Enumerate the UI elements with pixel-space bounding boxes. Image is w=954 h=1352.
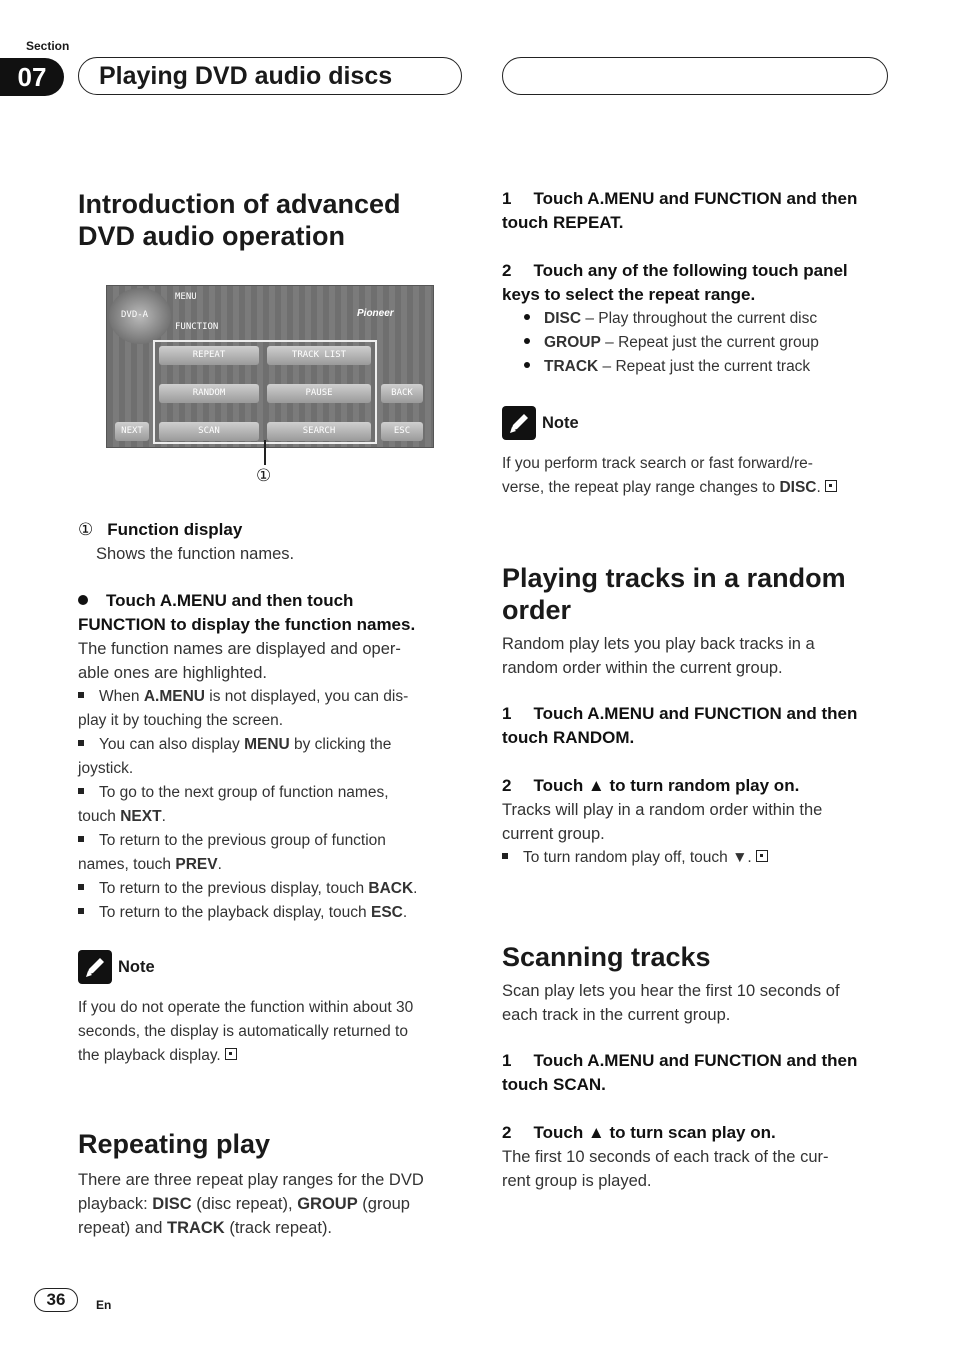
search-button[interactable]: SEARCH — [267, 422, 371, 441]
end-mark-icon — [825, 480, 837, 492]
scan-step2-t2: rent group is played. — [502, 1172, 652, 1190]
square-bullet-icon — [78, 836, 84, 842]
note-pencil-icon — [502, 406, 536, 440]
next-button[interactable]: NEXT — [115, 422, 149, 441]
section-label: Section — [26, 39, 70, 53]
repeat-p2-a: playback: — [78, 1195, 153, 1213]
function-screenshot — [106, 285, 434, 448]
pause-button[interactable]: PAUSE — [267, 384, 371, 403]
section-title — [78, 57, 462, 95]
callout-desc: Shows the function names. — [96, 545, 295, 563]
option-disc-key: DISC — [544, 310, 582, 327]
repeat-steps — [502, 187, 892, 379]
section-title-text: Playing DVD audio discs — [99, 61, 393, 90]
tip2-b: MENU — [244, 736, 290, 753]
random-step1-a: Touch A.MENU and FUNCTION and then — [533, 704, 858, 723]
scan-p1: Scan play lets you hear the first 10 seconds of — [502, 982, 840, 1000]
tip3-b: touch — [78, 808, 121, 825]
tip3-c: NEXT — [120, 808, 162, 825]
random-title-1: Playing tracks in a random — [502, 563, 846, 593]
scan-step1-num: 1 — [502, 1051, 512, 1070]
intro-heading — [78, 188, 468, 252]
note-pencil-icon — [78, 950, 112, 984]
repeat-p1: There are three repeat play ranges for the DVD — [78, 1171, 424, 1189]
tip4-a: To return to the previous group of function — [99, 832, 386, 849]
scan-section — [502, 941, 892, 1193]
track-list-button[interactable]: TRACK LIST — [267, 346, 371, 365]
tip5-a: To return to the previous display, touch — [99, 880, 369, 897]
square-bullet-icon — [78, 788, 84, 794]
random-step2-t1: Tracks will play in a random order within the — [502, 801, 823, 819]
random-step1-num: 1 — [502, 704, 512, 723]
bullet-dot-icon — [524, 338, 530, 344]
tip3-d: . — [161, 808, 166, 825]
repeat-note-2a: verse, the repeat play range changes to — [502, 479, 780, 496]
intro-step-bold-2: FUNCTION to display the function names. — [78, 615, 416, 634]
square-bullet-icon — [502, 853, 508, 859]
step2-num: 2 — [502, 261, 512, 280]
callout-line — [264, 440, 266, 465]
repeat-note-1: If you perform track search or fast forward/re- — [502, 455, 813, 472]
menu-label: MENU — [175, 292, 197, 302]
intro-step — [78, 589, 468, 925]
esc-button[interactable]: ESC — [381, 422, 423, 441]
repeat-button[interactable]: REPEAT — [159, 346, 259, 365]
tip5-c: . — [413, 880, 418, 897]
repeat-p2-c: (disc repeat), — [191, 1195, 298, 1213]
scan-step2-a: Touch ▲ to turn scan play on. — [533, 1123, 776, 1142]
callout-title: Function display — [107, 520, 243, 539]
header-blank-pill — [502, 57, 888, 95]
language-label: En — [96, 1298, 112, 1312]
random-section — [502, 562, 892, 870]
note-line-3: the playback display. — [78, 1047, 221, 1064]
tip5-b: BACK — [368, 880, 414, 897]
tip6-b: ESC — [370, 904, 403, 921]
end-mark-icon — [756, 850, 768, 862]
tip4-b: names, touch — [78, 856, 176, 873]
intro-step-text-1: The function names are displayed and oper- — [78, 640, 401, 658]
section-number: 07 — [0, 58, 64, 96]
intro-title-line1: Introduction of advanced — [78, 189, 401, 219]
bullet-dot-icon — [524, 362, 530, 368]
tip2-c: by clicking the — [289, 736, 392, 753]
scan-step1-a: Touch A.MENU and FUNCTION and then — [533, 1051, 858, 1070]
repeat-note — [502, 406, 892, 500]
callout-description — [78, 518, 468, 566]
step1-a: Touch A.MENU and FUNCTION and then — [533, 189, 858, 208]
tip1-c: is not displayed, you can dis- — [204, 688, 409, 705]
callout-num: ① — [78, 520, 94, 539]
tip1-d: play it by touching the screen. — [78, 712, 284, 729]
random-p2: random order within the current group. — [502, 659, 783, 677]
square-bullet-icon — [78, 884, 84, 890]
square-bullet-icon — [78, 692, 84, 698]
repeat-section — [78, 1128, 468, 1240]
scan-button[interactable]: SCAN — [159, 422, 259, 441]
option-track-desc: – Repeat just the current track — [598, 358, 811, 375]
tip4-d: . — [217, 856, 222, 873]
page-number: 36 — [34, 1288, 78, 1312]
option-group-desc: – Repeat just the current group — [600, 334, 819, 351]
random-p1: Random play lets you play back tracks in a — [502, 635, 815, 653]
option-track-key: TRACK — [544, 358, 599, 375]
scan-p2: each track in the current group. — [502, 1006, 731, 1024]
end-mark-icon — [225, 1048, 237, 1060]
random-step2-t2: current group. — [502, 825, 605, 843]
intro-note — [78, 950, 468, 1068]
logo-badge: DVD-A — [121, 310, 149, 320]
tip4-c: PREV — [175, 856, 218, 873]
random-tip: To turn random play off, touch ▼. — [523, 849, 752, 866]
option-group-key: GROUP — [544, 334, 601, 351]
function-label: FUNCTION — [175, 322, 219, 332]
tip3-a: To go to the next group of function names, — [99, 784, 389, 801]
brand-logo: Pioneer — [357, 308, 394, 319]
square-bullet-icon — [78, 908, 84, 914]
tip1-b: A.MENU — [143, 688, 205, 705]
bullet-dot-icon — [524, 314, 530, 320]
repeat-p3-a: repeat) and — [78, 1219, 167, 1237]
bullet-dot-icon — [78, 595, 88, 605]
random-step2-num: 2 — [502, 776, 512, 795]
note-label: Note — [118, 957, 155, 976]
scan-title: Scanning tracks — [502, 942, 711, 972]
tip2-a: You can also display — [99, 736, 245, 753]
random-step2-a: Touch ▲ to turn random play on. — [533, 776, 800, 795]
back-button[interactable]: BACK — [381, 384, 423, 403]
step2-b: keys to select the repeat range. — [502, 285, 756, 304]
repeat-note-2c: . — [816, 479, 821, 496]
random-button[interactable]: RANDOM — [159, 384, 259, 403]
repeat-p2-e: (group — [357, 1195, 410, 1213]
step1-num: 1 — [502, 189, 512, 208]
random-title-2: order — [502, 595, 572, 625]
tip2-d: joystick. — [78, 760, 134, 777]
tip1-a: When — [99, 688, 144, 705]
scan-step1-b: touch SCAN. — [502, 1075, 606, 1094]
option-disc-desc: – Play throughout the current disc — [581, 310, 818, 327]
square-bullet-icon — [78, 740, 84, 746]
scan-step2-num: 2 — [502, 1123, 512, 1142]
note-line-2: seconds, the display is automatically returned to — [78, 1023, 408, 1040]
repeat-note-2b: DISC — [779, 479, 817, 496]
tip6-c: . — [402, 904, 408, 921]
note-label: Note — [542, 413, 579, 432]
step2-a: Touch any of the following touch panel — [533, 261, 848, 280]
repeat-title: Repeating play — [78, 1129, 271, 1159]
repeat-p2-d: GROUP — [297, 1195, 358, 1213]
repeat-p3-c: (track repeat). — [224, 1219, 333, 1237]
tip6-a: To return to the playback display, touch — [99, 904, 371, 921]
note-line-1: If you do not operate the function within about 30 — [78, 999, 414, 1016]
intro-step-bold-1: Touch A.MENU and then touch — [106, 591, 354, 610]
scan-step2-t1: The first 10 seconds of each track of the cur- — [502, 1148, 829, 1166]
repeat-p3-b: TRACK — [166, 1219, 225, 1237]
intro-step-text-2: able ones are highlighted. — [78, 664, 267, 682]
callout-marker: ① — [256, 466, 272, 485]
step1-b: touch REPEAT. — [502, 213, 624, 232]
random-step1-b: touch RANDOM. — [502, 728, 635, 747]
repeat-p2-b: DISC — [152, 1195, 192, 1213]
intro-title-line2: DVD audio operation — [78, 221, 346, 251]
